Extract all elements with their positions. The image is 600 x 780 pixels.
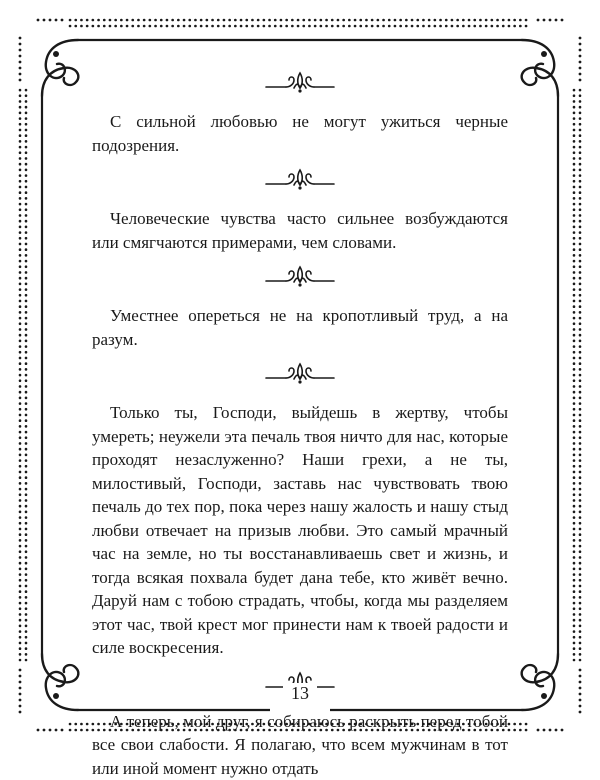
paragraph-4: Только ты, Господи, выйдешь в жертву, чтобы умереть; неужели эта печаль твоя ничто для нас, которые проходят незаслуженно? Наши грехи, а не ты, милостивый, Господи, заставь нас чувствовать твою печаль до тех пор, пока через нашу жалость и нашу стыд любви отвечает на призыв любви. Это самый мрачный час на земле, но ты восстанавливаешь свет и жизнь, и тогда всякая похвала будет дана тебе, кто живёт вечно. Даруй нам с тобою страдать, чтобы, когда мы разделяем этот час, твой крест мог принести нам к твоей радости и силе воскресения. bbox=[92, 401, 508, 660]
fleuron-ornament-icon bbox=[264, 361, 336, 387]
fleuron-ornament-icon bbox=[264, 70, 336, 96]
page-number-text: 13 bbox=[283, 683, 317, 703]
fleuron-ornament-icon bbox=[264, 167, 336, 193]
fleuron-ornament-icon bbox=[264, 264, 336, 290]
page-content bbox=[92, 70, 508, 780]
paragraph-1: С сильной любовью не могут ужиться черные подозрения. bbox=[92, 110, 508, 157]
paragraph-5: А теперь, мой друг, я собираюсь раскрыть перед тобой все свои слабости. Я полагаю, что всем мужчинам в тот или иной момент нужно отдать bbox=[92, 710, 508, 780]
paragraph-3: Уместнее опереться не на кропотливый труд, а на разум. bbox=[92, 304, 508, 351]
paragraph-2: Человеческие чувства часто сильнее возбуждаются или смягчаются примерами, чем словами. bbox=[92, 207, 508, 254]
page-number bbox=[0, 683, 600, 704]
